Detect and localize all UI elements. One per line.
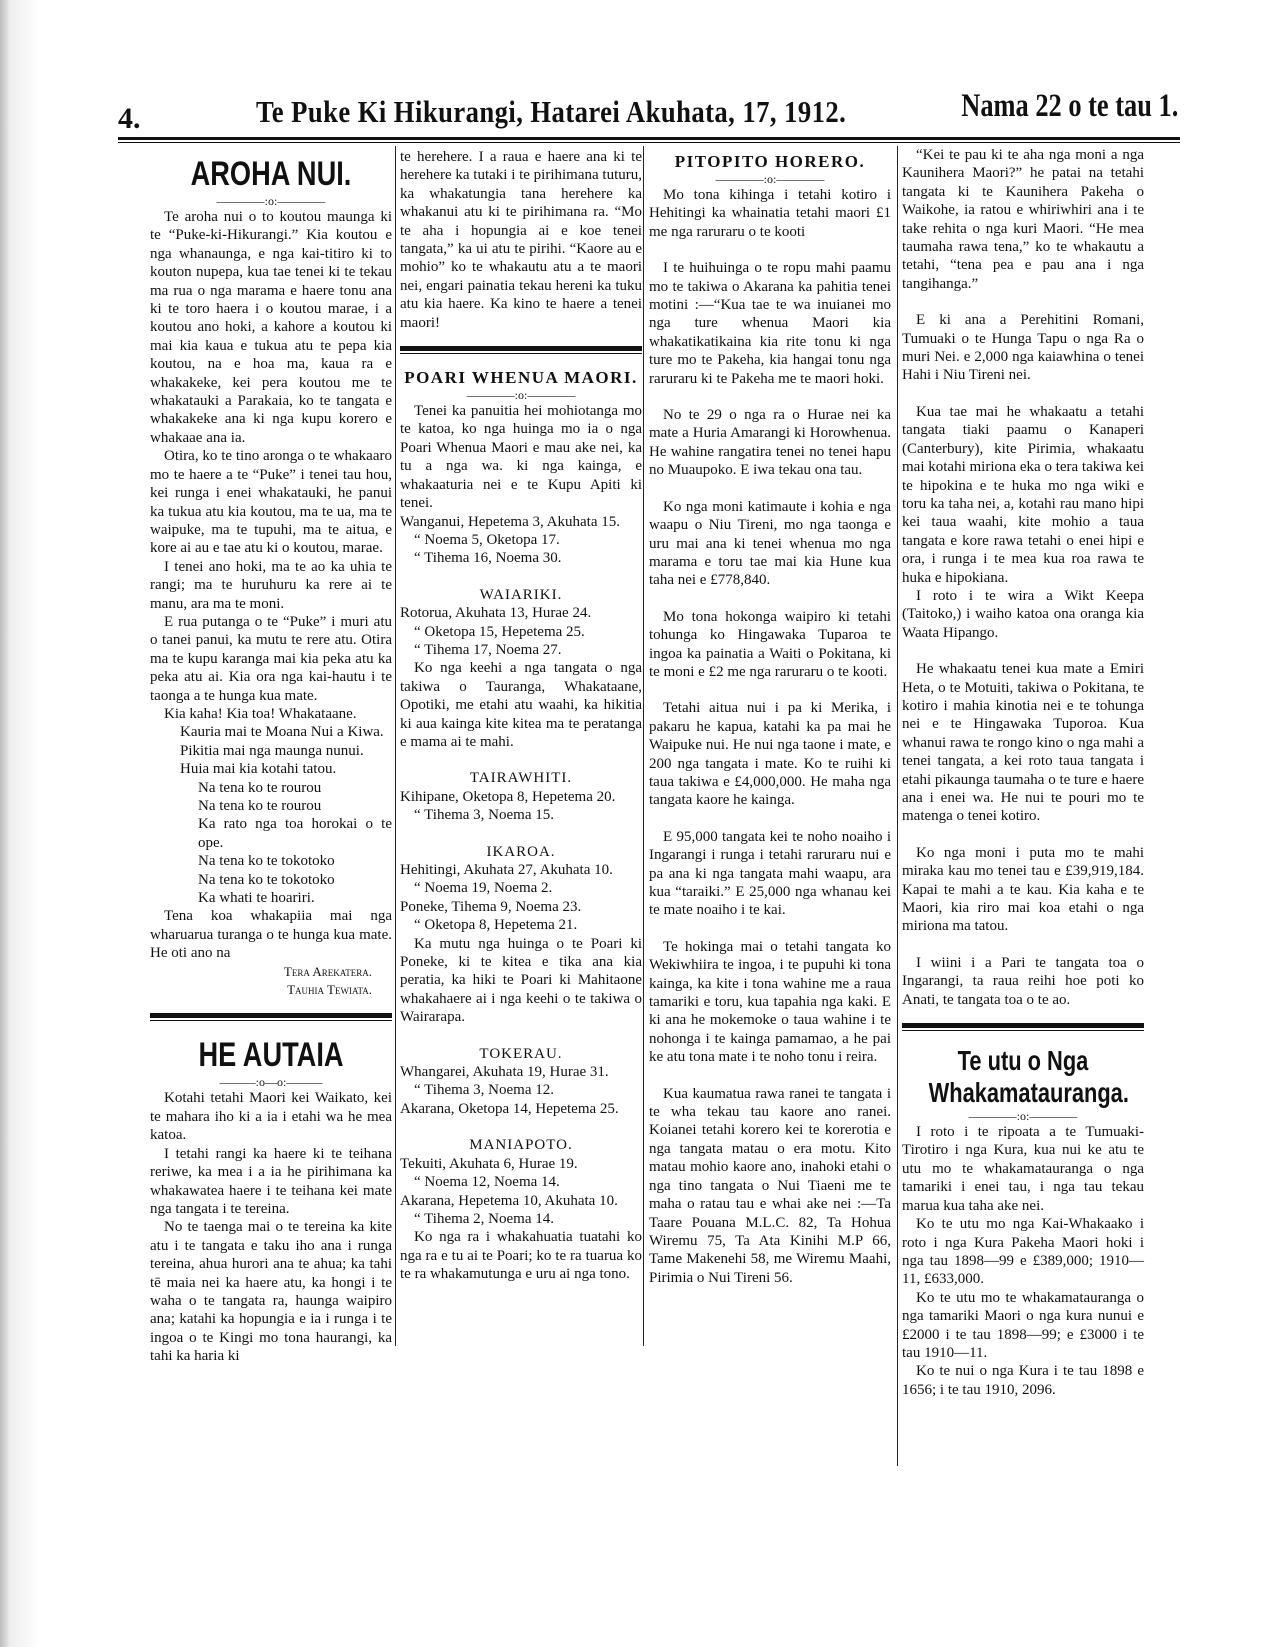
schedule-line: Wanganui, Hepetema 3, Akuhata 15. xyxy=(400,513,620,530)
paragraph: E ki ana a Perehitini Romani, Tumuaki o te Hunga Tapu o nga Ra o muri Nei. e 2,000 nga kaiawhina o tenei Hahi i Niu Tireni nei. xyxy=(902,312,1144,384)
verse-line: Kauria mai te Moana Nui a Kiwa. xyxy=(180,724,384,741)
paragraph: No te taenga mai o te tereina ka kite atu i te tangata e taku iho ana i runga tereina, ahua hurori ana te ahua; ka tahi tē maia nei ka haere atu, ka hongi i te waha o te tangata ra, haunga waipiro ana; katahi ka hopungia e ia i runga i te ingoa o te Kingi mo tona haurangi, ka tahi ka haria ki xyxy=(150,1219,392,1365)
paragraph: Ko nga keehi a nga tangata o nga takiwa o Tauranga, Whakataane, Opotiki, me etahi atu waahi, ka hikitia ki aua kainga kite kitea ma te peratanga e mama ai te mahi. xyxy=(400,660,642,750)
column-2 xyxy=(400,148,642,1284)
paragraph: Te aroha nui o to koutou maunga ki te “Puke-ki-Hikurangi.” Kia koutou e nga whanaunga, e nga kai-titiro ki to kouton nupepa, kua tae tenei ki te tekau ma rua o nga marama e haere tonu ana ki te toro haera i o koutou marae, i a koutou ano hoki, a kahore a koutou ki mai kia kaua e tukua atu te pepa kia koutou, na e hoa ma, kaua ra e whakakeke, kei pera koutou me te whakatauki a Parakaia, ko te tangata e whakakeke ana ki nga kupu korero e whakaae ana ia. xyxy=(150,209,392,446)
schedule-line: “ Tihema 3, Noema 12. xyxy=(414,1082,554,1099)
schedule-line: “ Oketopa 15, Hepetema 25. xyxy=(414,623,585,640)
verse-line: Na tena ko te rourou xyxy=(198,798,322,814)
schedule-line: Poneke, Tihema 9, Noema 23. xyxy=(400,898,582,915)
district-heading: TAIRAWHITI. xyxy=(469,770,573,787)
column-divider xyxy=(897,146,898,1466)
article-headline: Te utu o Nga Whakamatauranga. xyxy=(928,1045,1129,1109)
signature: Tauhia Tewiata. xyxy=(287,982,372,998)
ornament-separator: ———:o—o:——— xyxy=(219,1075,323,1090)
verse-line: Ka whati te hoariri. xyxy=(198,890,315,907)
section-heading: PITOPITO HORERO. xyxy=(674,152,866,171)
paragraph: I roto i te wira a Wikt Keepa (Taitoko,) i waiho katoa ona oranga kia Waata Hipango. xyxy=(902,587,1144,641)
column-3 xyxy=(649,138,891,1287)
paragraph: Kua tae mai he whakaatu a tetahi tangata tiaki paamu o Kanaperi (Canterbury), kite Pirimia, whakaatu mai kotahi miriona eka o tera takiwa kei te hipokina e te huka mo nga wiki e toru ka taha nei, a, kotahi rau mano hipi kei taua waahi, kite mohio a taua tangata e kore rawa tetahi o enei hipi e ora, i runga i te mea kua roa rawa te huka e hipokiana. xyxy=(902,403,1144,586)
column-divider xyxy=(643,146,644,1346)
verse-line: Na tena ko te rourou xyxy=(198,779,322,796)
paragraph: No te 29 o nga ra o Hurae nei ka mate a Huria Amarangi ki Horowhenua. He wahine rangatira tenei no tenei hapu no Muaupoko. E iwa tekau ona tau. xyxy=(649,407,891,479)
page-header xyxy=(118,88,1178,135)
paragraph: E 95,000 tangata kei te noho noaiho i Ingarangi i runga i tetahi raruraru nui e pa ana ki nga tangata mahi waapu, ara kua “taraiki.” E 25,000 nga whanau kei te mate noaiho i te kai. xyxy=(649,828,891,919)
schedule-line: “ Tihema 3, Noema 15. xyxy=(414,807,554,824)
section-rule xyxy=(400,346,642,351)
paragraph: Kua kaumatua rawa ranei te tangata i te wha tekau tau kaore ano ranei. Koianei tetahi korero kei te korerotia e nga tangata matau o era motu. Kito matau mohio kaore ano, inahoki etahi o nga tino tangata o Nui Tiaeni me te maha o ratau tau e whai ake nei :—Ta Taare Pouana M.L.C. 82, Ta Hohua Wiremu 75, Ta Ata Kinihi M.P 66, Tame Makenehi 58, me Wiremu Maahi, Pirimia o Nui Tireni 56. xyxy=(649,1085,891,1286)
paragraph: I tetahi rangi ka haere ki te teihana reriwe, ka mea i a ia he pirihimana ka whakawatea haere i te teihana kei mate nga tangata i te tereina. xyxy=(150,1145,392,1217)
section-rule-thin xyxy=(400,353,642,354)
schedule-line: “ Tihema 2, Noema 14. xyxy=(414,1210,554,1227)
verse-line: Pikitia mai nga maunga nunui. xyxy=(180,742,364,759)
paragraph: He whakaatu tenei kua mate a Emiri Heta, o te Motuiti, takiwa o Pokitana, te kotiro i mahia kinotia nei e te tohunga nei e te Hingawaka Tuporoa. Kua whanui rawa te rongo kino o nga mahi a tenei tangata, a kei roto taua tangata i etahi pikaunga taumaha o te ture e haere ana i enei wa. He nui te pouri mo te matenga o tenei kotiro. xyxy=(902,661,1144,825)
paragraph: Kia kaha! Kia toa! Whakataane. xyxy=(164,705,357,722)
column-4 xyxy=(902,146,1144,1399)
paragraph: Tena koa whakapiia mai nga wharuarua turanga o te hunga kua mate. He oti ano na xyxy=(150,908,392,962)
paragraph: Ko nga moni i puta mo te mahi miraka kau mo tenei tau e £39,919,184. Kapai te mahi a te kau. Kia kaha e te Maori, kia riro mai koa etahi o nga miriona ma tatou. xyxy=(902,844,1144,935)
paragraph: E rua putanga o te “Puke” i muri atu o tanei panui, ka mutu te rere atu. Otira ma te kupu karanga mai kia peka atu ka peka atu ai. Kia ora nga kai-hautu i te taonga a te hunga kua mate. xyxy=(150,613,392,704)
schedule-line: Hehitingi, Akuhata 27, Akuhata 10. xyxy=(400,862,613,878)
section-rule xyxy=(150,1013,392,1018)
ornament-separator: ————:o:———— xyxy=(715,172,825,186)
paragraph: Ko nga moni katimaute i kohia e nga waapu o Niu Tireni, mo nga taonga e uru mai ana ki tenei whenua mo nga marama e toru tae mai kia Hune kua taha nei e £778,840. xyxy=(649,498,891,589)
article-headline: AROHA NUI. xyxy=(190,155,352,193)
paragraph: Ko nga ra i whakahuatia tuatahi ko nga ra e tu ai te Poari; ko te ra tuarua ko te ra whakamutunga e uru ai nga tono. xyxy=(400,1229,642,1283)
paragraph: Kotahi tetahi Maori kei Waikato, kei te mahara iho ki a ia i etahi wa he mea katoa. xyxy=(150,1090,392,1144)
verse-line: Na tena ko te tokotoko xyxy=(198,871,335,888)
paragraph: I te huihuinga o te ropu mahi paamu mo te takiwa o Akarana ka pahitia tenei motini :—“Kua tae te wa inuianei mo nga ture whenua Maori kia whakatikatikaina kia rite tonu ki nga ture mo te Pakeha, kia hangai tonu nga raruraru ki te Pakeha me te maori hoki. xyxy=(649,260,891,387)
paragraph: Mo tona hokonga waipiro ki tetahi tohunga ko Hingawaka Tuparoa te ingoa ka painatia a Waiti o Pokitana, ki te moni e £2 me nga raruraru o te kooti. xyxy=(649,608,891,680)
schedule-line: “ Noema 12, Noema 14. xyxy=(414,1174,560,1191)
signature: Tera Arekatera. xyxy=(283,963,372,979)
paragraph: Mo tona kihinga i tetahi kotiro i Hehitingi ka whainatia tetahi maori £1 me nga raruraru o te kooti xyxy=(649,187,891,240)
paragraph: te herehere. I a raua e haere ana ki te herehere ka tutaki i te pirihimana tuturu, ka whakatungia tana herehere ka whakanui atu ki te pirihimana ra. “Mo te aha i hopungia ai e koe tenei tangata,” ka ui atu te pirihi. “Kaore au e mohio” ko te whakautu atu a te maori nei, engari painatia tekau hereni ka tuku atu kia haere. Ka kino te haere a tenei maori! xyxy=(400,149,642,331)
ornament-separator: ————:o:———— xyxy=(968,1109,1078,1124)
masthead-title: Te Puke Ki Hikurangi, Hatarei Akuhata, 17, 1912. xyxy=(256,94,847,129)
paragraph: Ko te nui o nga Kura i te tau 1898 e 1656; i te tau 1910, 2096. xyxy=(902,1363,1144,1398)
section-heading: POARI WHENUA MAORI. xyxy=(404,368,638,388)
schedule-line: Akarana, Oketopa 14, Hepetema 25. xyxy=(400,1100,619,1117)
paragraph: Otira, ko te tino aronga o te whakaaro mo te haere a te “Puke” i tenei tau hou, kei runga i enei whakatauki, he panui ka tukua atu kia koutou, ma te ua, ma te waipuke, ma te tupuhi, ma te aitua, e kore ai au e tae atu ki o koutou, marae. xyxy=(150,448,392,557)
district-heading: WAIARIKI. xyxy=(479,586,563,603)
section-rule-thin xyxy=(150,1020,392,1021)
schedule-line: “ Noema 5, Oketopa 17. xyxy=(414,531,560,548)
section-rule xyxy=(902,1023,1144,1028)
section-rule-thin xyxy=(902,1030,1144,1031)
schedule-line: “ Oketopa 8, Hepetema 21. xyxy=(414,917,578,934)
article-headline: HE AUTAIA xyxy=(198,1036,344,1075)
district-heading: TOKERAU. xyxy=(479,1045,563,1062)
issue-number: Nama 22 o te tau 1. xyxy=(960,88,1178,124)
paragraph: Ko te utu mo nga Kai-Whakaako i roto i nga Kura Pakeha Maori hoki i nga tau 1898—99 e £389,000; 1910—11, £633,000. xyxy=(902,1216,1144,1288)
verse-line: Huia mai kia kotahi tatou. xyxy=(180,761,337,778)
page-number: 4. xyxy=(118,102,141,135)
paragraph: Ko te utu mo te whakamatauranga o nga tamariki Maori o nga kura nunui e £2000 i te tau 1898—99; e £3000 i te tau 1910—11. xyxy=(902,1289,1144,1361)
ornament-separator: ————:o:———— xyxy=(466,388,576,403)
column-1 xyxy=(150,150,392,1366)
schedule-line: Tekuiti, Akuhata 6, Hurae 19. xyxy=(400,1155,578,1172)
schedule-line: “ Tihema 16, Noema 30. xyxy=(414,550,562,567)
paragraph: Tenei ka panuitia hei mohiotanga mo te katoa, ko nga huinga mo ia o nga Poari Whenua Maori e mau ake nei, ka tu a nga wa. ki nga kainga, e whakaaturia nei e te Kupu Apiti ki tenei. xyxy=(400,403,642,512)
schedule-line: “ Noema 19, Noema 2. xyxy=(414,880,553,897)
district-heading: MANIAPOTO. xyxy=(469,1137,573,1154)
paragraph: Tetahi aitua nui i pa ki Merika, i pakaru he kapua, katahi ka pa mai he Waipuke nui. He nui nga taone i mate, e 200 nga tangata i mate. Ko te ruihi ki taua takiwa e £4,000,000. He maha nga tangata kaore he kainga. xyxy=(649,700,891,809)
ornament-separator: ————:o:———— xyxy=(216,194,326,208)
schedule-line: Akarana, Hepetema 10, Akuhata 10. xyxy=(400,1192,618,1209)
paragraph: I wiini i a Pari te tangata toa o Ingarangi, ta raua reihi hoe poti ko Anati, te tangata toa o te ao. xyxy=(902,954,1144,1008)
schedule-line: Whangarei, Akuhata 19, Hurae 31. xyxy=(400,1064,609,1081)
schedule-line: “ Tihema 17, Noema 27. xyxy=(414,641,562,658)
schedule-line: Kihipane, Oketopa 8, Hepetema 20. xyxy=(400,788,616,805)
verse-line: Na tena ko te tokotoko xyxy=(198,853,335,870)
column-divider xyxy=(395,146,396,1346)
paragraph: I roto i te ripoata a te Tumuaki-Tirotiro i nga Kura, kua nui ke atu te utu mo te whakamatauranga o nga tamariki i enei tau, i nga tau tekau marua kua taha ake nei. xyxy=(902,1124,1144,1214)
verse-line: Ka rato nga toa horokai o te ope. xyxy=(198,816,392,851)
paragraph: Ka mutu nga huinga o te Poari ki Poneke, ki te kitea e tika ana kia peratia, ka hiki te Poari ki Mahitaone whakahaere ai i nga keehi o te takiwa o Wairarapa. xyxy=(400,935,642,1026)
district-heading: IKAROA. xyxy=(486,843,556,860)
paragraph: “Kei te pau ki te aha nga moni a nga Kaunihera Maori?” he patai na tetahi tangata ki te Kaunihera Pakeha o Waikohe, ia ratou e whiriwhiri ana i te take rehita o nga kuri Maori. “He mea taumaha rawa tena,” ko te whakautu a tetahi, “tena pea e pau ana i nga tangihanga.” xyxy=(902,147,1144,292)
paragraph: I tenei ano hoki, ma te ao ka uhia te rangi; ma te huruhuru ka rere ai te manu, ara ma te moni. xyxy=(150,558,392,612)
schedule-line: Rotorua, Akuhata 13, Hurae 24. xyxy=(400,605,592,622)
scan-edge-shadow xyxy=(0,0,40,1647)
paragraph: Te hokinga mai o tetahi tangata ko Wekiwhiira te ingoa, i te pupuhi ki tona kainga, ka kite i tona wahine me a raua tamariki e toru, kua tapahia nga kaki. E ki ana he mokemoke o taua wahine i te nohonga i te kainga pamamao, a he pai ke atu tona mate i te noho tonu i reira. xyxy=(649,938,891,1066)
